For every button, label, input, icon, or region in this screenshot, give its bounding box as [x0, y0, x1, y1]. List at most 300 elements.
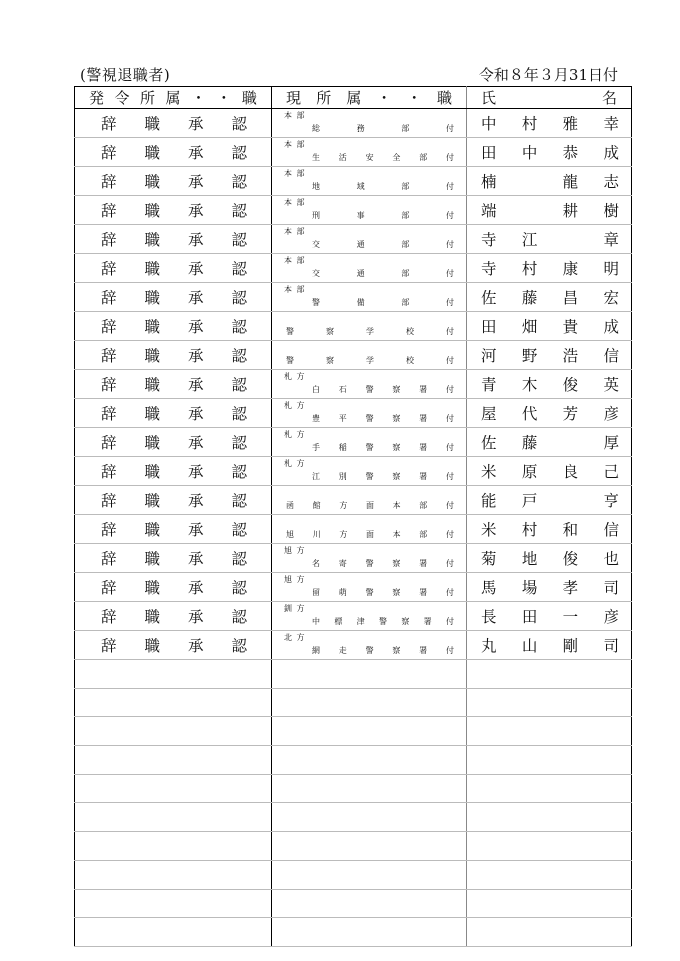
name-char: 田	[481, 144, 497, 162]
issued-post-text	[75, 199, 271, 221]
table-row	[75, 167, 632, 196]
issued-post-cell	[75, 109, 272, 138]
empty-cell	[272, 803, 467, 832]
empty-cell	[75, 860, 272, 889]
issued-post-char: 承	[187, 376, 204, 394]
name-char: 芳	[562, 405, 579, 423]
current-post-char: 付	[445, 617, 454, 626]
current-post-char: 川	[312, 530, 321, 539]
table-header-row	[75, 87, 632, 109]
current-post-unit: 本 部	[284, 285, 306, 294]
name-char: 寺	[481, 231, 497, 249]
empty-cell	[75, 889, 272, 918]
separator-dot: ・	[216, 89, 232, 107]
name-char	[563, 228, 579, 250]
current-post-char: 署	[419, 588, 428, 597]
issued-post-text	[75, 228, 271, 250]
name-char	[522, 170, 538, 192]
issued-post-char: 職	[144, 260, 160, 278]
issued-post-char: 辞	[101, 260, 117, 278]
current-post-char: 付	[445, 472, 454, 481]
current-post-unit: 札 方	[284, 401, 306, 410]
issued-post-text	[75, 431, 271, 453]
issued-post-char: 職	[144, 289, 160, 307]
current-post-cell	[272, 109, 467, 138]
issued-post-char: 認	[231, 492, 247, 510]
table-row	[75, 399, 632, 428]
empty-cell	[467, 889, 632, 918]
empty-row	[75, 688, 632, 717]
issued-post-char: 職	[144, 608, 160, 626]
current-post-cell	[272, 515, 467, 544]
name-char: 畑	[521, 318, 538, 336]
issued-post-text	[75, 315, 271, 337]
issued-post-char: 認	[231, 608, 247, 626]
current-post-char: 付	[445, 211, 454, 220]
issued-post-char: 承	[187, 115, 204, 133]
name-char: 楠	[481, 173, 497, 191]
current-post-char: 付	[445, 559, 454, 568]
current-post-department	[286, 355, 454, 366]
current-post-char: 通	[356, 240, 365, 249]
name-char: 中	[481, 115, 497, 133]
name-char: 米	[481, 463, 497, 481]
current-post-unit: 本 部	[284, 111, 306, 120]
issued-post-char: 辞	[101, 550, 117, 568]
name-char: 野	[521, 347, 538, 365]
name-char: 司	[603, 579, 619, 597]
name-char: 戸	[521, 492, 538, 510]
issued-post-char: 認	[231, 260, 247, 278]
current-post-char: 警	[365, 588, 374, 597]
name-cell	[467, 196, 632, 225]
issued-post-char: 承	[187, 550, 204, 568]
issued-post-char: 辞	[101, 492, 117, 510]
issued-post-char: 辞	[101, 202, 117, 220]
current-post-char: 別	[338, 472, 347, 481]
current-post-char: 付	[445, 443, 454, 452]
empty-row	[75, 774, 632, 803]
name-cell	[467, 312, 632, 341]
issued-post-char: 認	[231, 231, 247, 249]
current-post-char: 付	[446, 356, 454, 365]
current-post-char: 交	[312, 240, 320, 249]
current-post-char: 旭	[286, 530, 294, 539]
name-char: 馬	[481, 579, 497, 597]
name-char: 雅	[562, 115, 579, 133]
current-post-text	[272, 457, 466, 485]
issued-post-char: 辞	[101, 318, 117, 336]
current-post-text	[272, 486, 466, 514]
issued-post-char: 辞	[101, 608, 117, 626]
issued-post-char: 承	[187, 202, 204, 220]
name-cell	[467, 428, 632, 457]
name-cell	[467, 573, 632, 602]
current-post-text	[272, 544, 466, 572]
name-char: 菊	[481, 550, 497, 568]
issued-post-char: 職	[144, 579, 160, 597]
current-post-char: 活	[338, 153, 347, 162]
current-post-char: 付	[445, 414, 454, 423]
current-post-char: 警	[365, 443, 374, 452]
current-post-text	[272, 399, 466, 427]
issued-post-char: 職	[144, 376, 160, 394]
current-post-cell	[272, 254, 467, 283]
current-post-unit: 本 部	[284, 169, 306, 178]
current-post-char: 警	[365, 385, 374, 394]
current-post-cell	[272, 138, 467, 167]
empty-cell	[75, 774, 272, 803]
empty-cell	[272, 832, 467, 861]
current-post-char: 学	[366, 356, 374, 365]
current-post-unit: 本 部	[284, 227, 306, 236]
issued-post-cell	[75, 457, 272, 486]
issued-post-char: 辞	[101, 289, 117, 307]
current-post-unit: 本 部	[284, 140, 306, 149]
name-char: 龍	[562, 173, 579, 191]
table-row	[75, 515, 632, 544]
name-char: 剛	[562, 637, 579, 655]
column-header-current-post-char: 属	[346, 89, 362, 107]
name-char: 章	[603, 231, 619, 249]
table-row	[75, 602, 632, 631]
current-post-char: 部	[401, 240, 410, 249]
current-post-char: 事	[356, 211, 365, 220]
issued-post-char: 職	[144, 115, 160, 133]
table-row	[75, 109, 632, 138]
person-name	[467, 373, 631, 395]
current-post-unit: 本 部	[284, 198, 306, 207]
issued-post-char: 職	[144, 202, 160, 220]
issued-post-char: 職	[144, 173, 160, 191]
column-header-current-post	[272, 87, 467, 109]
current-post-char: 署	[423, 617, 432, 626]
empty-cell	[467, 774, 632, 803]
current-post-text	[272, 341, 466, 369]
issued-post-char: 辞	[101, 376, 117, 394]
current-post-department	[312, 645, 454, 656]
current-post-char: 付	[445, 182, 454, 191]
personnel-table	[74, 86, 632, 947]
current-post-department	[286, 529, 454, 540]
issued-post-char: 承	[187, 289, 204, 307]
name-char: 村	[521, 260, 538, 278]
current-post-cell	[272, 225, 467, 254]
current-post-char: 館	[312, 501, 321, 510]
person-name	[467, 257, 631, 279]
issued-post-char: 承	[187, 347, 204, 365]
issued-post-char: 認	[231, 202, 247, 220]
issued-post-char: 辞	[101, 463, 117, 481]
current-post-char: 警	[378, 617, 387, 626]
issued-post-text	[75, 489, 271, 511]
issued-post-cell	[75, 631, 272, 660]
empty-cell	[75, 918, 272, 947]
current-post-char: 付	[445, 153, 454, 162]
name-char: 康	[562, 260, 579, 278]
current-post-char: 部	[401, 211, 410, 220]
person-name	[467, 634, 631, 656]
name-cell	[467, 602, 632, 631]
current-post-text	[272, 573, 466, 601]
current-post-char: 察	[392, 559, 401, 568]
current-post-department	[312, 210, 454, 221]
issued-post-cell	[75, 515, 272, 544]
current-post-char: 地	[312, 182, 320, 191]
issued-post-text	[75, 634, 271, 656]
name-char	[563, 489, 579, 511]
current-post-department	[312, 471, 454, 482]
current-post-char: 警	[286, 327, 294, 336]
name-char: 米	[481, 521, 497, 539]
name-char: 浩	[562, 347, 579, 365]
current-post-char: 察	[392, 443, 401, 452]
issued-post-cell	[75, 370, 272, 399]
current-post-cell	[272, 428, 467, 457]
name-char: 彦	[603, 608, 619, 626]
issued-post-char: 辞	[101, 405, 117, 423]
current-post-text	[272, 515, 466, 543]
current-post-char: 付	[445, 298, 454, 307]
current-post-char: 校	[406, 327, 414, 336]
current-post-cell	[272, 602, 467, 631]
current-post-text	[272, 283, 466, 311]
issued-post-text	[75, 402, 271, 424]
current-post-char: 付	[445, 124, 454, 133]
column-header-name-family: 氏	[481, 89, 497, 107]
empty-row	[75, 717, 632, 746]
table-row	[75, 457, 632, 486]
column-header-current-post-char: ・	[376, 89, 392, 107]
issued-post-text	[75, 170, 271, 192]
empty-cell	[272, 746, 467, 775]
current-post-char: 察	[392, 646, 401, 655]
current-post-char: 平	[338, 414, 347, 423]
current-post-cell	[272, 486, 467, 515]
person-name	[467, 605, 631, 627]
current-post-text	[272, 109, 466, 137]
table-row	[75, 138, 632, 167]
current-post-cell	[272, 399, 467, 428]
issued-post-char: 認	[231, 376, 247, 394]
issued-post-char: 認	[231, 115, 247, 133]
issued-post-char: 辞	[101, 521, 117, 539]
current-post-text	[272, 167, 466, 195]
issued-post-char: 職	[144, 463, 160, 481]
name-cell	[467, 225, 632, 254]
empty-cell	[272, 860, 467, 889]
column-header-issued-post-char: 令	[114, 89, 130, 107]
current-post-char: 江	[312, 472, 320, 481]
current-post-text	[272, 138, 466, 166]
issued-post-char: 職	[144, 521, 160, 539]
name-char: 場	[521, 579, 538, 597]
issued-post-char: 承	[187, 492, 204, 510]
current-post-department	[286, 326, 454, 337]
current-post-char: 本	[392, 501, 401, 510]
current-post-department	[312, 152, 454, 163]
current-post-char: 察	[392, 588, 401, 597]
empty-row	[75, 860, 632, 889]
name-char: 地	[521, 550, 538, 568]
empty-cell	[75, 660, 272, 689]
name-char: 長	[481, 608, 497, 626]
name-cell	[467, 109, 632, 138]
empty-cell	[272, 688, 467, 717]
name-char: 江	[521, 231, 538, 249]
issued-post-text	[75, 373, 271, 395]
current-post-text	[272, 225, 466, 253]
issued-post-cell	[75, 167, 272, 196]
issued-post-char: 職	[144, 231, 160, 249]
issued-post-char: 認	[231, 550, 247, 568]
empty-row	[75, 918, 632, 947]
issued-post-char: 職	[144, 318, 160, 336]
name-char: 己	[603, 463, 619, 481]
name-char: 也	[603, 550, 619, 568]
name-char: 原	[521, 463, 538, 481]
name-char: 亨	[603, 492, 619, 510]
current-post-text	[272, 254, 466, 282]
current-post-char: 察	[392, 385, 401, 394]
empty-row	[75, 746, 632, 775]
table-row	[75, 573, 632, 602]
current-post-char: 警	[365, 559, 374, 568]
current-post-char: 察	[392, 414, 401, 423]
column-header-issued-post-char: 発	[89, 89, 105, 107]
issued-post-char: 辞	[101, 144, 117, 162]
current-post-char: 付	[445, 588, 454, 597]
empty-cell	[272, 918, 467, 947]
current-post-char: 走	[338, 646, 347, 655]
empty-row	[75, 889, 632, 918]
issued-post-cell	[75, 428, 272, 457]
current-post-unit: 札 方	[284, 459, 306, 468]
name-char: 田	[481, 318, 497, 336]
issued-post-char: 承	[187, 405, 204, 423]
column-header-current-post-char: 現	[286, 89, 302, 107]
current-post-cell	[272, 370, 467, 399]
column-header-name	[467, 87, 632, 109]
person-name	[467, 431, 631, 453]
column-header-issued-post-char: 所	[139, 89, 155, 107]
empty-cell	[467, 832, 632, 861]
current-post-char: 萌	[338, 588, 347, 597]
name-char: 俊	[562, 376, 579, 394]
name-char: 青	[481, 376, 497, 394]
name-char: 樹	[603, 202, 619, 220]
name-char: 田	[521, 608, 538, 626]
name-char: 俊	[562, 550, 579, 568]
empty-row	[75, 803, 632, 832]
current-post-unit: 札 方	[284, 372, 306, 381]
current-post-char: 安	[365, 153, 374, 162]
issued-post-text	[75, 286, 271, 308]
current-post-char: 学	[366, 327, 374, 336]
current-post-char: 警	[286, 356, 294, 365]
current-post-char: 寄	[338, 559, 347, 568]
person-name	[467, 112, 631, 134]
name-char: 昌	[562, 289, 579, 307]
name-cell	[467, 486, 632, 515]
current-post-department	[312, 587, 454, 598]
current-post-char: 総	[312, 124, 320, 133]
table-row	[75, 486, 632, 515]
current-post-char: 付	[445, 240, 454, 249]
issued-post-char: 職	[144, 347, 160, 365]
name-char: 孝	[562, 579, 579, 597]
current-post-department	[312, 268, 454, 279]
name-char: 和	[562, 521, 579, 539]
issued-post-char: 承	[187, 608, 204, 626]
name-char: 耕	[562, 202, 579, 220]
name-char: 藤	[521, 289, 538, 307]
name-char: 中	[521, 144, 538, 162]
name-char: 志	[603, 173, 619, 191]
issued-post-text	[75, 344, 271, 366]
current-post-char: 域	[356, 182, 365, 191]
current-post-char: 署	[419, 443, 428, 452]
table-row	[75, 196, 632, 225]
name-char: 成	[603, 144, 619, 162]
column-header-current-post-char: 職	[436, 89, 452, 107]
name-char: 彦	[603, 405, 619, 423]
current-post-char: 部	[419, 530, 428, 539]
name-cell	[467, 283, 632, 312]
current-post-cell	[272, 457, 467, 486]
issued-post-cell	[75, 573, 272, 602]
current-post-char: 刑	[312, 211, 320, 220]
empty-cell	[75, 803, 272, 832]
current-post-text	[272, 370, 466, 398]
issued-post-cell	[75, 312, 272, 341]
name-char: 信	[603, 347, 619, 365]
person-name	[467, 286, 631, 308]
current-post-char: 津	[356, 617, 365, 626]
issued-post-char: 承	[187, 318, 204, 336]
current-post-department	[312, 413, 454, 424]
name-cell	[467, 515, 632, 544]
issued-post-char: 認	[231, 173, 247, 191]
issued-post-char: 認	[231, 579, 247, 597]
issued-post-char: 職	[144, 144, 160, 162]
issued-post-char: 認	[231, 405, 247, 423]
current-post-char: 察	[401, 617, 410, 626]
name-char: 村	[521, 521, 538, 539]
current-post-cell	[272, 167, 467, 196]
current-post-char: 警	[365, 414, 374, 423]
issued-post-cell	[75, 486, 272, 515]
issued-post-char: 承	[187, 579, 204, 597]
person-name	[467, 576, 631, 598]
current-post-char: 全	[392, 153, 401, 162]
name-char: 成	[603, 318, 619, 336]
current-post-char: 察	[326, 356, 334, 365]
issued-post-char: 辞	[101, 115, 117, 133]
current-post-char: 部	[401, 124, 410, 133]
issued-post-text	[75, 576, 271, 598]
current-post-char: 署	[419, 646, 428, 655]
table-row	[75, 312, 632, 341]
current-post-char: 留	[312, 588, 320, 597]
name-cell	[467, 457, 632, 486]
current-post-char: 本	[392, 530, 401, 539]
name-char	[522, 199, 538, 221]
current-post-department	[286, 500, 454, 511]
name-char: 藤	[521, 434, 538, 452]
current-post-cell	[272, 341, 467, 370]
empty-cell	[75, 717, 272, 746]
